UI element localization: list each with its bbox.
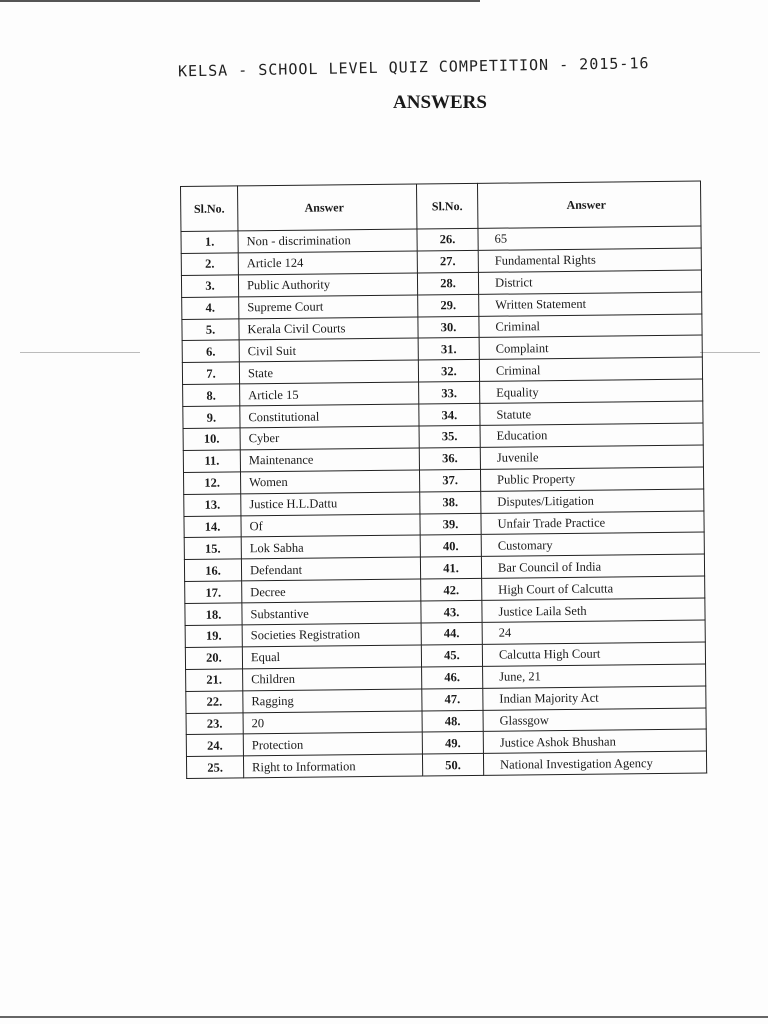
row-slno-right: 48. <box>422 710 483 733</box>
row-slno-left: 14. <box>184 515 241 537</box>
row-slno-left: 22. <box>186 691 243 713</box>
row-slno-right: 41. <box>420 557 481 580</box>
row-answer-left: Article 15 <box>240 382 419 406</box>
row-slno-left: 15. <box>184 537 241 559</box>
table-row <box>186 751 706 778</box>
row-answer-left: State <box>239 360 418 384</box>
row-slno-left: 17. <box>185 581 242 603</box>
page-title: ANSWERS <box>393 92 487 113</box>
row-answer-left: Ragging <box>243 689 422 713</box>
row-answer-right: Statute <box>480 401 703 425</box>
row-answer-left: Of <box>241 514 420 538</box>
row-answer-right: High Court of Calcutta <box>482 576 705 600</box>
row-answer-left: Equal <box>242 645 421 669</box>
scan-noise <box>700 352 760 353</box>
row-answer-left: Non - discrimination <box>238 229 417 253</box>
row-slno-right: 30. <box>418 316 479 339</box>
row-slno-right: 29. <box>418 294 479 317</box>
row-slno-left: 4. <box>182 297 239 319</box>
row-answer-right: Criminal <box>479 314 702 338</box>
row-slno-right: 47. <box>422 688 483 711</box>
row-slno-left: 9. <box>183 406 240 428</box>
row-answer-left: Supreme Court <box>239 295 418 319</box>
row-answer-left: Justice H.L.Dattu <box>241 492 420 516</box>
row-slno-left: 10. <box>183 428 240 450</box>
row-slno-right: 43. <box>421 601 482 624</box>
row-answer-right: 24 <box>482 620 705 644</box>
header-answer-right: Answer <box>477 181 700 228</box>
row-slno-right: 46. <box>422 666 483 689</box>
row-slno-left: 8. <box>183 384 240 406</box>
row-answer-right: Indian Majority Act <box>483 686 706 710</box>
row-answer-right: Disputes/Litigation <box>481 489 704 513</box>
answers-table-wrapper <box>180 181 707 780</box>
scan-noise <box>20 352 140 353</box>
row-answer-right: Customary <box>481 532 704 556</box>
row-answer-left: Decree <box>242 579 421 603</box>
row-slno-right: 33. <box>419 382 480 405</box>
row-answer-left: Societies Registration <box>242 623 421 647</box>
row-answer-left: Constitutional <box>240 404 419 428</box>
row-answer-left: Article 124 <box>238 251 417 275</box>
row-answer-left: Women <box>240 470 419 494</box>
answers-table <box>180 181 707 780</box>
row-slno-right: 44. <box>421 622 482 645</box>
row-answer-right: Glassgow <box>483 708 706 732</box>
handwritten-heading: KELSA - SCHOOL LEVEL QUIZ COMPETITION - 2015-16 <box>177 54 650 81</box>
row-answer-left: Civil Suit <box>239 338 418 362</box>
row-slno-right: 42. <box>421 579 482 602</box>
row-answer-right: Fundamental Rights <box>478 248 701 272</box>
row-answer-right: Equality <box>480 379 703 403</box>
row-answer-right: Bar Council of India <box>481 554 704 578</box>
row-answer-right: Justice Laila Seth <box>482 598 705 622</box>
row-slno-left: 13. <box>184 494 241 516</box>
header-answer-left: Answer <box>238 184 417 231</box>
row-slno-right: 27. <box>417 250 478 273</box>
row-answer-left: Cyber <box>240 426 419 450</box>
row-answer-left: Children <box>243 667 422 691</box>
row-slno-left: 6. <box>182 340 239 362</box>
row-slno-left: 18. <box>185 603 242 625</box>
row-slno-left: 24. <box>186 734 243 756</box>
row-slno-left: 12. <box>183 472 240 494</box>
row-slno-right: 34. <box>419 403 480 426</box>
table-header-row <box>181 181 701 231</box>
row-answer-left: Lok Sabha <box>241 535 420 559</box>
row-answer-left: Maintenance <box>240 448 419 472</box>
row-slno-left: 5. <box>182 318 239 340</box>
row-answer-left: Protection <box>243 732 422 756</box>
row-answer-left: Kerala Civil Courts <box>239 317 418 341</box>
row-answer-right: Unfair Trade Practice <box>481 511 704 535</box>
row-slno-right: 31. <box>418 338 479 361</box>
row-slno-left: 19. <box>185 625 242 647</box>
row-slno-left: 20. <box>185 647 242 669</box>
row-slno-right: 37. <box>419 469 480 492</box>
row-answer-right: Written Statement <box>479 292 702 316</box>
row-answer-right: Justice Ashok Bhushan <box>483 730 706 754</box>
row-slno-left: 1. <box>181 231 238 253</box>
row-slno-left: 3. <box>181 275 238 297</box>
row-slno-right: 39. <box>420 513 481 536</box>
row-answer-left: Substantive <box>242 601 421 625</box>
row-answer-right: National Investigation Agency <box>483 751 706 775</box>
row-slno-left: 7. <box>182 362 239 384</box>
row-slno-left: 25. <box>186 756 243 778</box>
row-slno-right: 32. <box>418 360 479 383</box>
header-slno-right: Sl.No. <box>416 183 477 229</box>
row-slno-right: 38. <box>420 491 481 514</box>
scan-top-edge <box>0 0 480 2</box>
row-answer-right: June, 21 <box>483 664 706 688</box>
row-answer-right: District <box>478 270 701 294</box>
row-answer-left: Public Authority <box>238 273 417 297</box>
row-answer-right: Criminal <box>479 357 702 381</box>
row-slno-left: 21. <box>186 669 243 691</box>
row-slno-right: 49. <box>422 732 483 755</box>
row-slno-right: 36. <box>419 447 480 470</box>
row-answer-right: 65 <box>478 226 701 250</box>
row-answer-right: Juvenile <box>480 445 703 469</box>
row-slno-left: 11. <box>183 450 240 472</box>
row-slno-left: 2. <box>181 253 238 275</box>
row-answer-left: Right to Information <box>243 754 422 778</box>
row-answer-left: Defendant <box>241 557 420 581</box>
table-body <box>181 226 707 779</box>
row-slno-right: 40. <box>420 535 481 558</box>
row-slno-right: 50. <box>422 754 483 777</box>
row-slno-right: 26. <box>417 228 478 251</box>
row-slno-right: 28. <box>417 272 478 295</box>
scan-bottom-edge <box>0 1016 768 1018</box>
row-slno-left: 23. <box>186 712 243 734</box>
row-answer-left: 20 <box>243 711 422 735</box>
row-answer-right: Education <box>480 423 703 447</box>
header-slno-left: Sl.No. <box>181 186 238 232</box>
row-answer-right: Public Property <box>480 467 703 491</box>
row-answer-right: Complaint <box>479 335 702 359</box>
row-slno-right: 35. <box>419 425 480 448</box>
row-slno-left: 16. <box>184 559 241 581</box>
row-answer-right: Calcutta High Court <box>482 642 705 666</box>
row-slno-right: 45. <box>421 644 482 667</box>
